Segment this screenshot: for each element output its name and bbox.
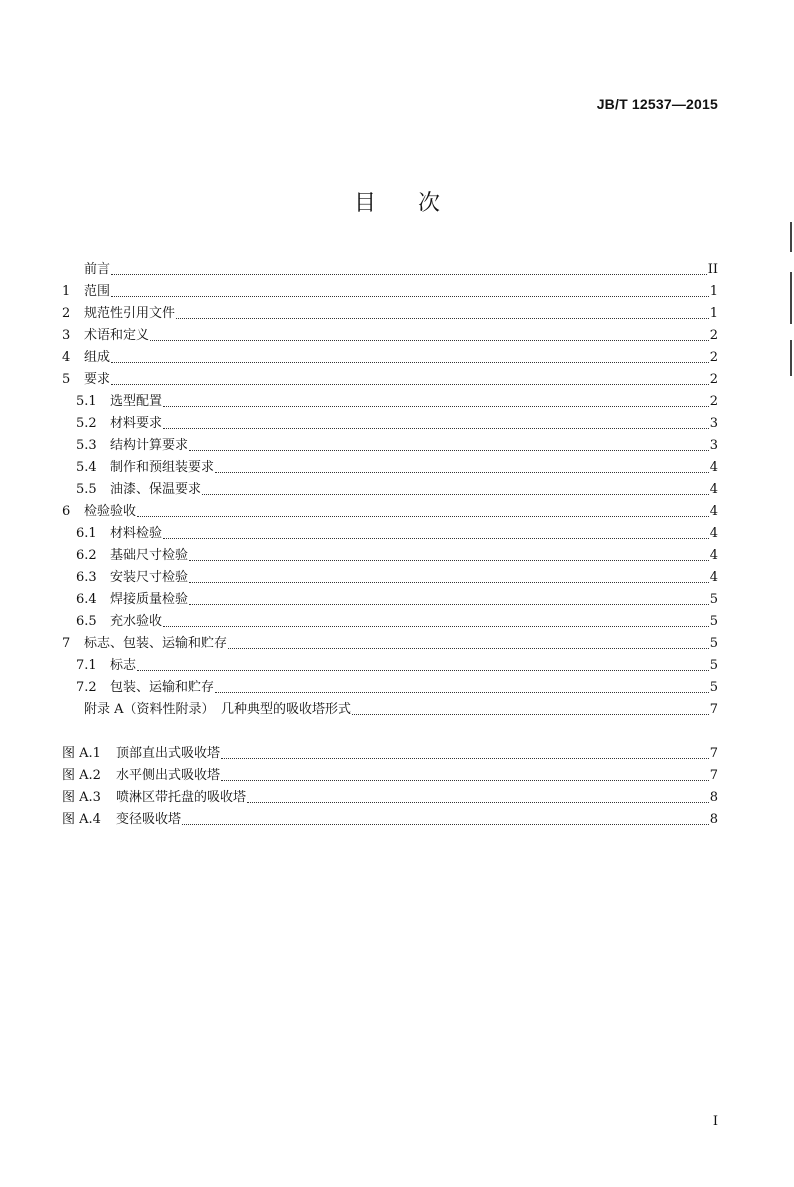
table-of-contents: [62, 256, 718, 828]
toc-entry-page: 4: [709, 460, 718, 475]
dot-leader: [163, 625, 709, 627]
toc-subentry[interactable]: [62, 674, 718, 696]
scan-edge-mark: [790, 340, 792, 376]
toc-entry-title: 范围: [84, 284, 111, 299]
toc-entry-number: 5.4: [76, 460, 97, 475]
toc-entry-number: 图 A.4: [62, 812, 101, 827]
toc-entry-number: 6: [62, 504, 71, 519]
toc-entry-title: 要求: [84, 372, 111, 387]
toc-entry-number: 3: [62, 328, 71, 343]
toc-entry-number: 5.5: [76, 482, 97, 497]
toc-entry-page: 2: [709, 394, 718, 409]
dot-leader: [189, 559, 709, 561]
toc-entry-title: 油漆、保温要求: [110, 482, 202, 497]
toc-entry-page: 5: [709, 614, 718, 629]
toc-entry-number: 5.1: [76, 394, 97, 409]
toc-entry[interactable]: [62, 322, 718, 344]
toc-entry-title: 结构计算要求: [110, 438, 189, 453]
toc-subentry[interactable]: [62, 586, 718, 608]
toc-entry-number: 6.5: [76, 614, 97, 629]
toc-spacer: [62, 718, 718, 740]
toc-entry-number: 6.4: [76, 592, 97, 607]
toc-entry-number: 7: [62, 636, 71, 651]
toc-entry-number: 1: [62, 284, 71, 299]
toc-entry-page: 4: [709, 570, 718, 585]
toc-subentry[interactable]: [62, 608, 718, 630]
toc-entry-title: 组成: [84, 350, 111, 365]
toc-entry-page: 3: [709, 416, 718, 431]
dot-leader: [111, 273, 707, 275]
toc-entry-title: 充水验收: [110, 614, 163, 629]
dot-leader: [189, 581, 709, 583]
toc-entry-title: 基础尺寸检验: [110, 548, 189, 563]
toc-entry-number: 6.3: [76, 570, 97, 585]
toc-entries: [62, 256, 718, 718]
toc-entry-title: 术语和定义: [84, 328, 150, 343]
toc-entry-title: 选型配置: [110, 394, 163, 409]
dot-leader: [221, 779, 709, 781]
toc-subentry[interactable]: [62, 388, 718, 410]
figure-entry[interactable]: [62, 784, 718, 806]
toc-entry-page: 8: [709, 790, 718, 805]
toc-entry-title: 变径吸收塔: [116, 812, 182, 827]
dot-leader: [221, 757, 709, 759]
toc-subentry[interactable]: [62, 476, 718, 498]
toc-entry-number: 7.2: [76, 680, 97, 695]
figure-entry[interactable]: [62, 740, 718, 762]
dot-leader: [137, 669, 709, 671]
figure-entry[interactable]: [62, 806, 718, 828]
toc-entry-number: 5.2: [76, 416, 97, 431]
dot-leader: [137, 515, 709, 517]
dot-leader: [111, 361, 709, 363]
dot-leader: [352, 713, 709, 715]
toc-entry-number: 2: [62, 306, 71, 321]
toc-subentry[interactable]: [62, 432, 718, 454]
toc-entry-page: 5: [709, 592, 718, 607]
toc-entry-number: 图 A.2: [62, 768, 101, 783]
toc-entry-number: 图 A.3: [62, 790, 101, 805]
toc-entry-number: 6.2: [76, 548, 97, 563]
toc-entry-title: 喷淋区带托盘的吸收塔: [116, 790, 247, 805]
toc-entry-page: 1: [709, 306, 718, 321]
toc-entry-number: 5.3: [76, 438, 97, 453]
toc-entry-page: 2: [709, 372, 718, 387]
toc-entry-title: 前言: [84, 262, 111, 277]
dot-leader: [163, 537, 709, 539]
toc-entry[interactable]: [62, 630, 718, 652]
toc-entry-page: II: [707, 262, 718, 277]
page-number: I: [712, 1114, 718, 1129]
toc-entry-page: 2: [709, 350, 718, 365]
toc-entry[interactable]: [62, 300, 718, 322]
dot-leader: [228, 647, 709, 649]
toc-entry-page: 7: [709, 768, 718, 783]
toc-entry-page: 4: [709, 504, 718, 519]
toc-entry-number: 7.1: [76, 658, 97, 673]
toc-entry[interactable]: [62, 696, 718, 718]
toc-entry[interactable]: [62, 278, 718, 300]
toc-entry-number: 6.1: [76, 526, 97, 541]
scan-edge-mark: [790, 222, 792, 252]
toc-entry-page: 7: [709, 702, 718, 717]
toc-entry-title: 附录 A（资料性附录） 几种典型的吸收塔形式: [84, 702, 352, 717]
scan-edge-mark: [790, 272, 792, 324]
toc-entry[interactable]: [62, 256, 718, 278]
dot-leader: [202, 493, 709, 495]
toc-entry-title: 顶部直出式吸收塔: [116, 746, 221, 761]
toc-entry[interactable]: [62, 498, 718, 520]
toc-entry-page: 5: [709, 680, 718, 695]
toc-entry-page: 8: [709, 812, 718, 827]
dot-leader: [182, 823, 709, 825]
figure-list: [62, 740, 718, 828]
toc-entry-title: 材料检验: [110, 526, 163, 541]
toc-entry-page: 5: [709, 636, 718, 651]
dot-leader: [163, 427, 709, 429]
toc-subentry[interactable]: [62, 410, 718, 432]
toc-entry-number: 4: [62, 350, 71, 365]
toc-subentry[interactable]: [62, 454, 718, 476]
dot-leader: [150, 339, 709, 341]
toc-entry-title: 制作和预组装要求: [110, 460, 215, 475]
toc-entry-page: 2: [709, 328, 718, 343]
toc-entry-page: 3: [709, 438, 718, 453]
dot-leader: [189, 449, 709, 451]
toc-subentry[interactable]: [62, 542, 718, 564]
toc-entry-title: 检验验收: [84, 504, 137, 519]
toc-subentry[interactable]: [62, 564, 718, 586]
toc-entry-title: 包装、运输和贮存: [110, 680, 215, 695]
toc-entry-title: 材料要求: [110, 416, 163, 431]
toc-subentry[interactable]: [62, 652, 718, 674]
dot-leader: [111, 295, 709, 297]
dot-leader: [176, 317, 709, 319]
standard-code: JB/T 12537—2015: [596, 96, 718, 112]
dot-leader: [247, 801, 709, 803]
toc-entry-page: 4: [709, 526, 718, 541]
toc-entry-page: 7: [709, 746, 718, 761]
toc-entry[interactable]: [62, 366, 718, 388]
toc-entry-page: 4: [709, 482, 718, 497]
toc-entry-page: 5: [709, 658, 718, 673]
dot-leader: [111, 383, 709, 385]
toc-entry-title: 焊接质量检验: [110, 592, 189, 607]
dot-leader: [163, 405, 709, 407]
toc-entry-title: 水平侧出式吸收塔: [116, 768, 221, 783]
page-title: 目次: [353, 191, 482, 216]
dot-leader: [215, 471, 709, 473]
toc-entry-title: 安装尺寸检验: [110, 570, 189, 585]
toc-subentry[interactable]: [62, 520, 718, 542]
figure-entry[interactable]: [62, 762, 718, 784]
toc-entry-page: 1: [709, 284, 718, 299]
toc-entry-title: 规范性引用文件: [84, 306, 176, 321]
toc-entry-title: 标志: [110, 658, 137, 673]
dot-leader: [189, 603, 709, 605]
toc-entry-title: 标志、包装、运输和贮存: [84, 636, 228, 651]
toc-entry-page: 4: [709, 548, 718, 563]
toc-entry[interactable]: [62, 344, 718, 366]
toc-entry-number: 图 A.1: [62, 746, 101, 761]
dot-leader: [215, 691, 709, 693]
toc-entry-number: 5: [62, 372, 71, 387]
